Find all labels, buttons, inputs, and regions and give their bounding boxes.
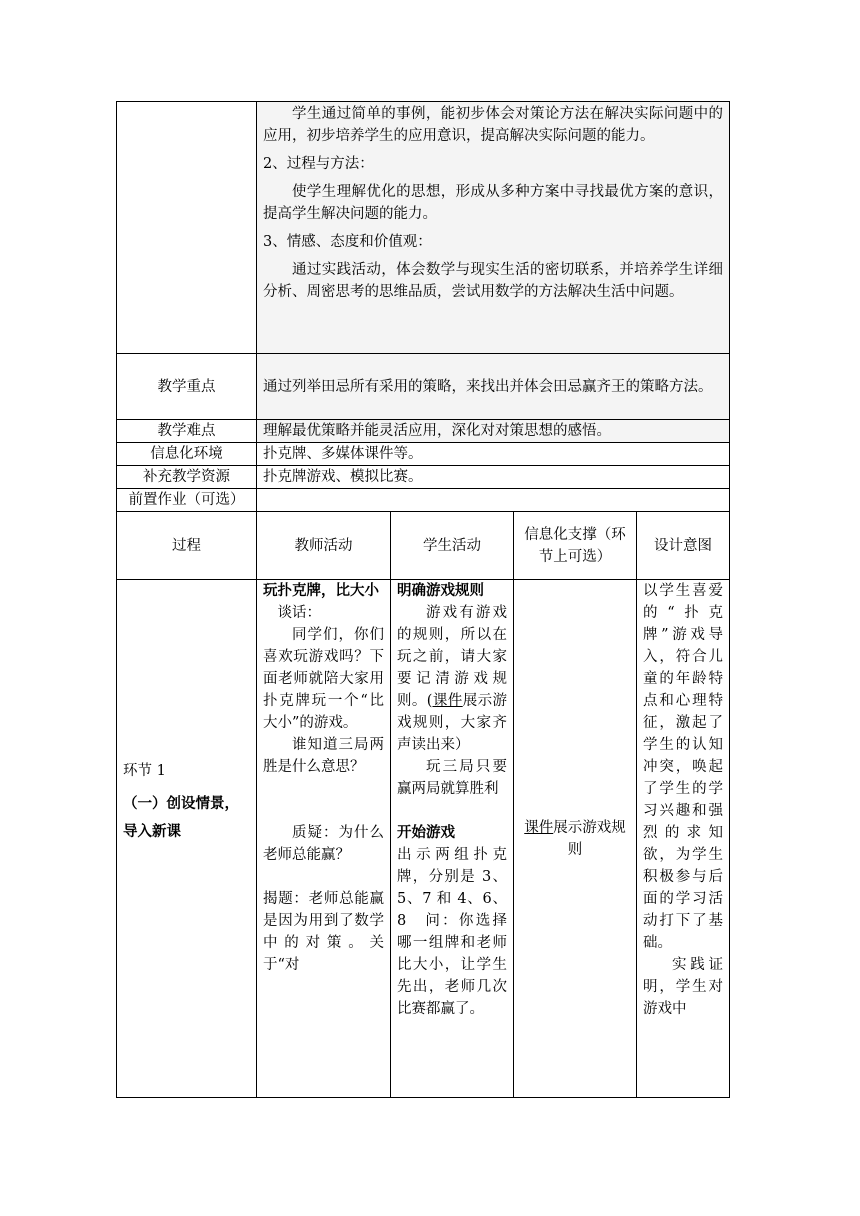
pre-homework-label: 前置作业（可选） — [117, 489, 257, 512]
info-courseware-link[interactable]: 课件 — [524, 819, 554, 836]
difficulties-row — [117, 420, 730, 443]
objective-process-text: 使学生理解优化的思想，形成从多种方案中寻找最优方案的意识，提高学生解决问题的能力。 — [263, 184, 723, 222]
teacher-heading: 玩扑克牌，比大小 — [263, 582, 379, 599]
objective-attitude-heading: 3、情感、态度和价值观： — [263, 234, 432, 250]
student-heading-1: 明确游戏规则 — [397, 582, 484, 599]
header-info: 信息化支撑（环节上可选） — [514, 512, 637, 580]
info-support-cell — [514, 580, 637, 1098]
pre-homework-row — [117, 489, 730, 512]
pre-homework-value — [257, 489, 730, 512]
environment-value: 扑克牌、多媒体课件等。 — [257, 443, 730, 466]
resources-value: 扑克牌游戏、模拟比赛。 — [257, 466, 730, 489]
resources-label: 补充教学资源 — [117, 466, 257, 489]
difficulties-value: 理解最优策略并能灵活应用，深化对对策思想的感悟。 — [257, 420, 730, 443]
header-process: 过程 — [117, 512, 257, 580]
student-text-1b: 展示游戏规则，大家齐声读出来） — [397, 693, 507, 753]
objectives-label-cell — [117, 102, 257, 354]
key-points-value: 通过列举田忌所有采用的策略，来找出并体会田忌赢齐王的策略方法。 — [257, 354, 730, 420]
lesson-plan-table — [116, 101, 730, 1098]
student-heading-2: 开始游戏 — [397, 824, 455, 841]
process-header-row — [117, 512, 730, 580]
design-intent-cell — [637, 580, 730, 1098]
key-points-label: 教学重点 — [117, 354, 257, 420]
objectives-row — [117, 102, 730, 354]
environment-label: 信息化环境 — [117, 443, 257, 466]
student-activity-cell — [391, 580, 514, 1098]
teacher-text-2: 谁知道三局两胜是什么意思？ — [263, 737, 384, 775]
teacher-text-4: 揭题：老师总能赢是因为用到了数学中的对策。关于“对 — [263, 891, 384, 973]
info-support-text: 展示游戏规则 — [553, 819, 626, 858]
student-text-3: 出示两组扑克牌，分别是 3、5、7 和 4、6、8 问：你选择哪一组牌和老师比大小，让学生先出，老师几次比赛都赢了。 — [397, 847, 507, 1017]
teacher-talk-label: 谈话： — [277, 605, 321, 621]
header-student: 学生活动 — [391, 512, 514, 580]
key-points-row — [117, 354, 730, 420]
stage-1-cell — [117, 580, 257, 1098]
student-text-2: 玩三局只要赢两局就算胜利 — [397, 759, 507, 797]
teacher-text-3: 质疑：为什么老师总能赢？ — [263, 825, 384, 863]
student-text-1 — [397, 602, 507, 756]
objectives-cell — [257, 102, 730, 354]
header-intent: 设计意图 — [637, 512, 730, 580]
environment-row — [117, 443, 730, 466]
teacher-text-1: 同学们，你们喜欢玩游戏吗？下面老师就陪大家用扑克牌玩一个“比大小”的游戏。 — [263, 627, 384, 731]
objective-process-heading: 2、过程与方法： — [263, 156, 374, 172]
teacher-activity-cell — [257, 580, 391, 1098]
objective-attitude-text: 通过实践活动，体会数学与现实生活的密切联系，并培养学生详细分析、周密思考的思维品质，尝试用数学的方法解决生活中问题。 — [263, 262, 723, 300]
courseware-link[interactable]: 课件 — [432, 693, 463, 709]
stage-1-row — [117, 580, 730, 1098]
objective-knowledge-text: 学生通过简单的事例，能初步体会对策论方法在解决实际问题中的应用，初步培养学生的应用意识，提高解决实际问题的能力。 — [263, 106, 723, 144]
design-intent-text-2: 实践证明，学生对游戏中 — [643, 957, 723, 1017]
difficulties-label: 教学难点 — [117, 420, 257, 443]
stage-1-label: 环节 1 — [123, 763, 166, 779]
header-teacher: 教师活动 — [257, 512, 391, 580]
stage-1-title: （一）创设情景，导入新课 — [123, 795, 239, 840]
resources-row — [117, 466, 730, 489]
design-intent-text: 以学生喜爱的“扑克牌”游戏导入，符合儿童的年龄特点和心理特征，激起了学生的认知冲突，唤起了学生的学习兴趣和强烈的求知欲，为学生积极参与后面的学习活动打下了基 础。 — [643, 583, 723, 951]
student-text-1a: 游戏有游戏的规则，所以在玩之前，请大家要记清游戏规则。( — [397, 605, 507, 709]
